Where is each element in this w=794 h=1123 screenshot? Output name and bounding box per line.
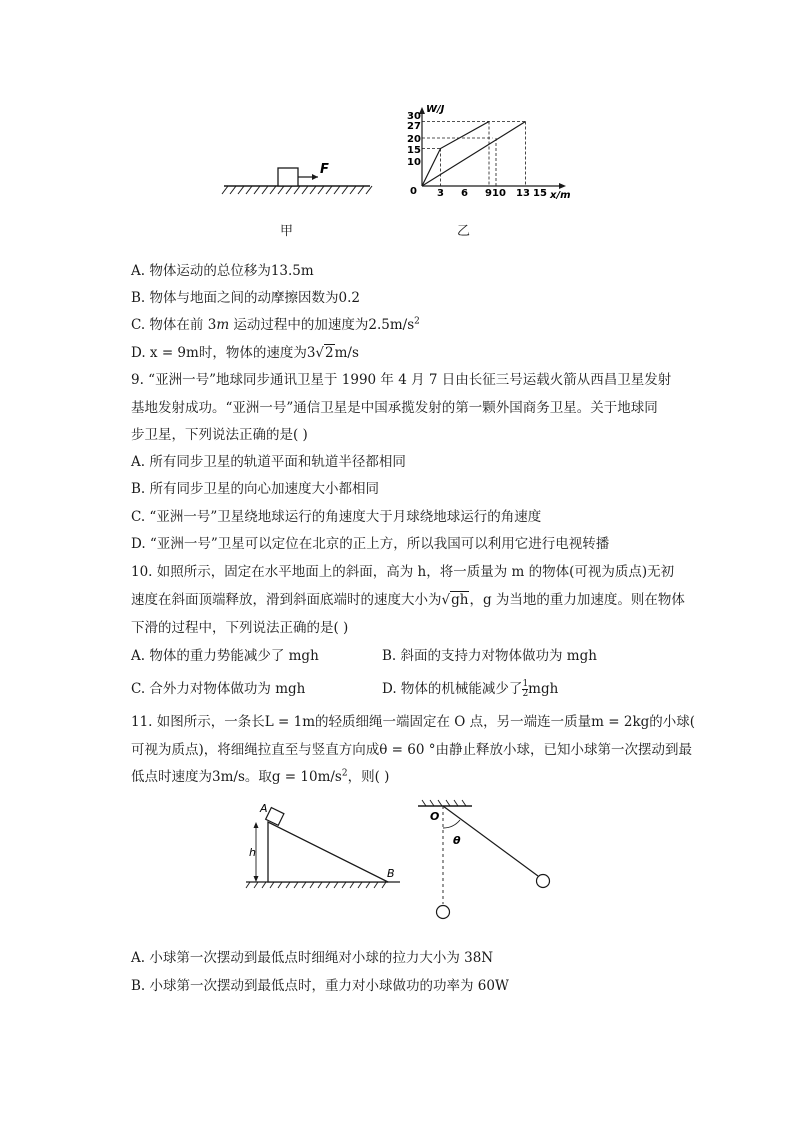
- incline-label-a: A: [260, 802, 268, 815]
- sqrt-icon: √: [441, 592, 451, 608]
- q9-stem-line1: 9. “亚洲一号”地球同步通讯卫星于 1990 年 4 月 7 日由长征三号运载火箭从西昌卫星发射: [131, 372, 672, 388]
- q11-option-a: A. 小球第一次摆动到最低点时细绳对小球的拉力大小为 38N: [131, 950, 494, 966]
- q10-stem-line2-pre: 速度在斜面顶端释放，滑到斜面底端时的速度大小为: [131, 592, 442, 608]
- q10-stem-line3: 下滑的过程中，下列说法正确的是( ): [131, 620, 349, 636]
- q10-option-b: B. 斜面的支持力对物体做功为 mgh: [382, 648, 597, 664]
- q8-option-a: A. 物体运动的总位移为13.5m: [131, 263, 314, 279]
- q8-option-c: [131, 315, 420, 335]
- q10-option-a: A. 物体的重力势能减少了 mgh: [131, 648, 319, 664]
- y-tick-15: 15: [407, 145, 421, 156]
- q8-option-c-sup: 2: [414, 316, 420, 327]
- q10-option-d: [382, 679, 558, 699]
- q11-stem-line2: 可视为质点)，将细绳拉直至与竖直方向成θ = 60 °由静止释放小球，已知小球第一次摆动到最: [131, 742, 693, 758]
- x-tick-10: 10: [492, 188, 506, 199]
- y-tick-10: 10: [407, 157, 421, 168]
- origin-label: 0: [410, 186, 417, 197]
- pendulum-ball-lowest: [437, 906, 450, 919]
- q10-stem-line1: 10. 如照所示，固定在水平地面上的斜面，高为 h，将一质量为 m 的物体(可视为质点)无初: [131, 564, 675, 580]
- pendulum-label-o: O: [430, 810, 440, 823]
- caption-jia: 甲: [280, 224, 294, 239]
- x-tick-15: 15: [533, 188, 547, 199]
- pendulum-ball-released: [537, 875, 550, 888]
- figure-incline: [240, 800, 410, 890]
- q8-option-b: B. 物体与地面之间的动摩擦因数为0.2: [131, 290, 360, 306]
- incline-label-b: B: [387, 867, 395, 880]
- figure-block-force: [220, 158, 380, 200]
- y-tick-20: 20: [407, 134, 421, 145]
- q10-option-c: C. 合外力对物体做功为 mgh: [131, 681, 306, 697]
- q10-stem-line2: [131, 590, 685, 610]
- q10-stem-line2-post: ，g 为当地的重力加速度。则在物体: [469, 592, 685, 608]
- q9-option-c: C. “亚洲一号”卫星绕地球运行的角速度大于月球绕地球运行的角速度: [131, 509, 542, 525]
- q10-option-d-post: mgh: [528, 681, 559, 697]
- figure-pendulum: [410, 796, 560, 926]
- q11-stem-line3: [131, 767, 389, 787]
- fraction-denominator: 2: [522, 689, 529, 699]
- y-tick-27: 27: [407, 121, 421, 132]
- x-tick-6: 6: [461, 188, 468, 199]
- caption-yi: 乙: [457, 224, 471, 239]
- y-axis-label: W/J: [426, 104, 445, 115]
- y-tick-30: 30: [407, 111, 421, 122]
- incline-wedge: [268, 822, 388, 882]
- x-tick-13: 13: [516, 188, 530, 199]
- incline-label-h: h: [249, 846, 256, 859]
- q9-stem-line2: 基地发射成功。“亚洲一号”通信卫星是中国承揽发射的第一颗外国商务卫星。关于地球同: [131, 400, 658, 416]
- q9-stem-line3: 步卫星，下列说法正确的是( ): [131, 427, 308, 443]
- pendulum-label-theta: θ: [453, 834, 461, 847]
- q11-option-b: B. 小球第一次摆动到最低点时，重力对小球做功的功率为 60W: [131, 978, 509, 994]
- q8-option-c-post: 运动过程中的加速度为2.5m/s: [229, 317, 415, 333]
- work-displacement-graph: [400, 104, 580, 200]
- q11-stem-line3-sup: 2: [341, 768, 348, 779]
- q11-stem-line3-pre: 低点时速度为3m/s。取g = 10m/s: [131, 769, 342, 785]
- q8-option-c-m: m: [216, 317, 230, 333]
- q9-option-b: B. 所有同步卫星的向心加速度大小都相同: [131, 481, 380, 497]
- q11-stem-line1: 11. 如图所示，一条长L = 1m的轻质细绳一端固定在 O 点，另一端连一质量m = 2kg的小球(: [131, 714, 696, 730]
- x-axis-label: x/m: [550, 190, 571, 200]
- sqrt-icon: √: [315, 345, 325, 361]
- q10-option-d-pre: D. 物体的机械能减少了: [382, 681, 523, 697]
- q8-option-d-pre: D. x = 9m时，物体的速度为3: [131, 345, 316, 361]
- q11-stem-line3-post: ，则( ): [347, 769, 390, 785]
- q8-option-d-root: 2: [325, 345, 334, 361]
- q9-option-a: A. 所有同步卫星的轨道平面和轨道半径都相同: [131, 454, 406, 470]
- q8-option-c-pre: C. 物体在前 3: [131, 317, 217, 333]
- force-label: F: [320, 162, 329, 177]
- q10-stem-line2-root: gh: [451, 592, 469, 608]
- x-tick-9: 9: [485, 188, 492, 199]
- fraction-numerator: 1: [522, 679, 529, 689]
- q9-option-d: D. “亚洲一号”卫星可以定位在北京的正上方，所以我国可以利用它进行电视转播: [131, 536, 610, 552]
- block: [278, 168, 298, 186]
- x-tick-3: 3: [437, 188, 444, 199]
- q8-option-d-post: m/s: [334, 345, 359, 361]
- q8-option-d: [131, 343, 359, 363]
